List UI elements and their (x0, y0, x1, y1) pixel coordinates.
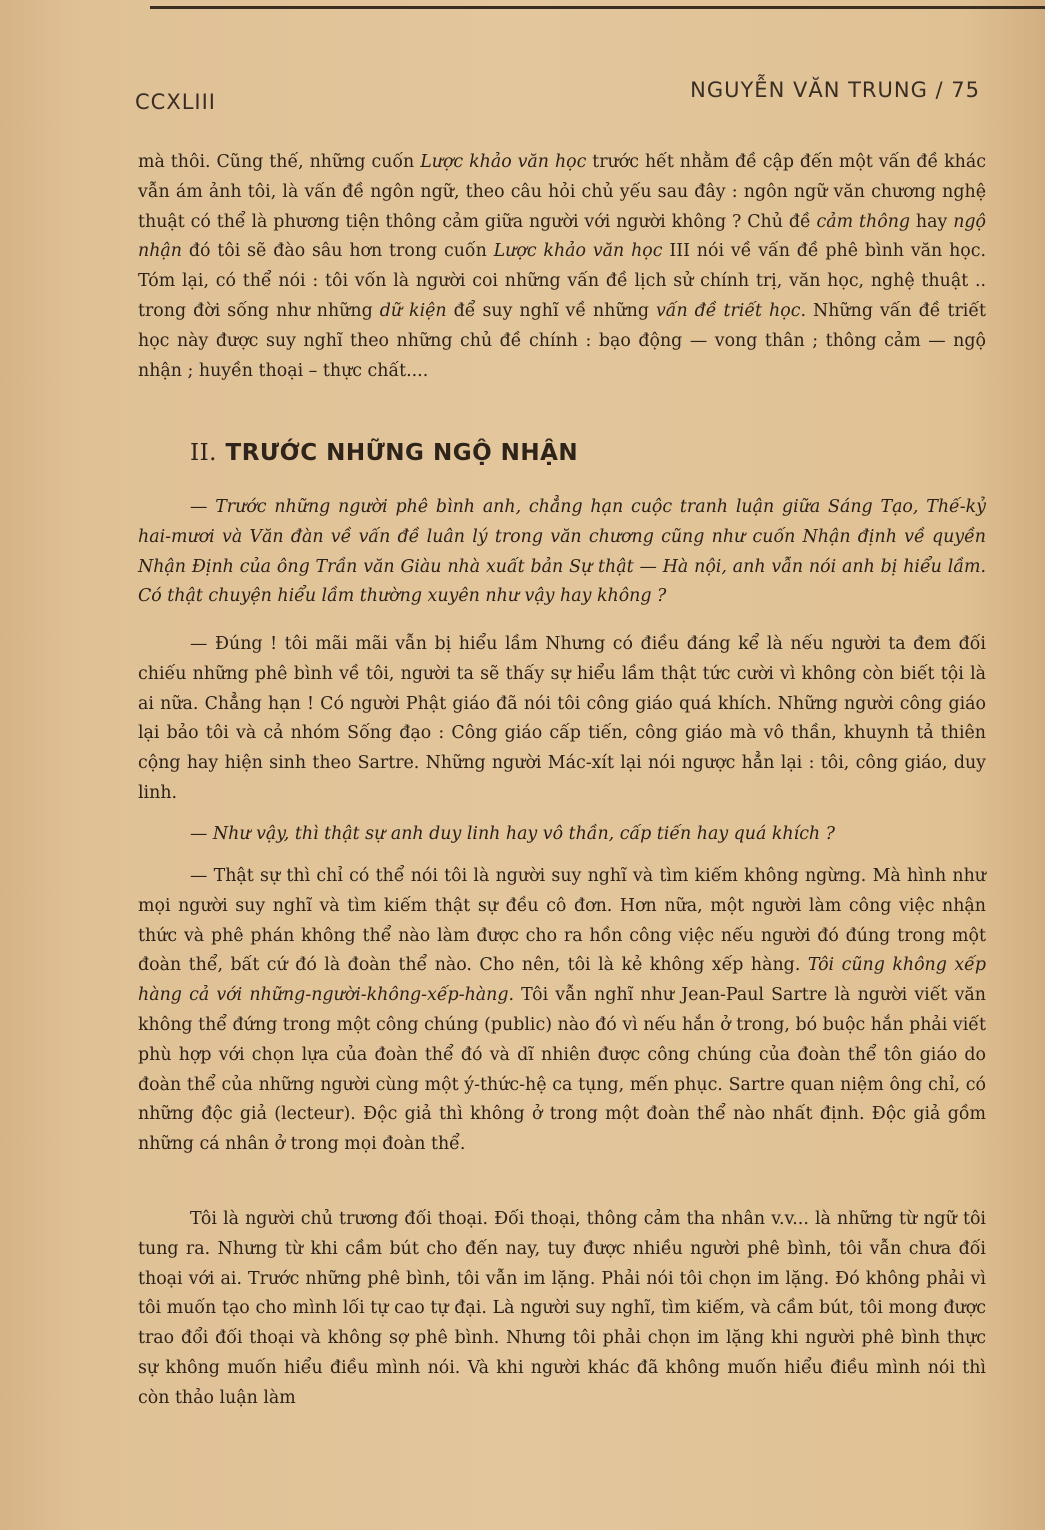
section-title: TRƯỚC NHỮNG NGỘ NHẬN (225, 440, 579, 466)
emphasis-text: Tôi cũng không xếp hàng cả với những-người-không-xếp-hàng. (138, 955, 986, 1006)
question-text: — Như vậy, thì thật sự anh duy linh hay vô thần, cấp tiến hay quá khích ? (190, 824, 835, 844)
emphasis-term: dữ kiện (379, 300, 447, 321)
intro-text: mà thôi. Cũng thế, những cuốn (138, 152, 421, 172)
section-heading (190, 440, 578, 466)
intro-text: để suy nghĩ về những (446, 300, 656, 321)
question-text: — Trước những người phê bình anh, chẳng hạn cuộc tranh luận giữa Sáng Tạo, Thế-kỷ hai-mươi và Văn đàn về vấn đề luân lý trong văn chương cũng như cuốn Nhận định về quyền Nhận Định của ông Trần văn Giàu nhà xuất bản Sự thật — Hà nội, anh vẫn nói anh bị hiểu lầm. Có thật chuyện hiểu lầm thường xuyên như vậy hay không ? (138, 497, 986, 607)
answer-paragraph (138, 1205, 986, 1414)
intro-text: hay (910, 211, 954, 232)
theme-term: cảm thông (816, 211, 911, 232)
running-title: NGUYỄN VĂN TRUNG / 75 (690, 78, 980, 102)
emphasis-term: vấn đề triết học (655, 300, 801, 321)
answer-paragraph (138, 862, 986, 1160)
answer-paragraph (138, 630, 986, 809)
answer-text: Tôi là người chủ trương đối thoại. Đối thoại, thông cảm tha nhân v.v... là những từ ngữ tôi tung ra. Nhưng từ khi cầm bút cho đến nay, tuy được nhiều người phê bình, tôi vẫn chưa đối thoại với ai. Trước những phê bình, tôi vẫn im lặng. Phải nói tôi chọn im lặng. Đó không phải vì tôi muốn tạo cho mình lối tự cao tự đại. Là người suy nghĩ, tìm kiếm, và cầm bút, tôi mong được trao đổi đối thoại và không sợ phê bình. Nhưng tôi phải chọn im lặng khi người phê bình thực sự không muốn hiểu điều mình nói. Và khi người khác đã không muốn hiểu điều mình nói thì còn thảo luận làm (138, 1209, 986, 1408)
book-title: Lược khảo văn học (493, 241, 663, 262)
intro-paragraph (138, 148, 986, 386)
folio: CCXLIII (135, 90, 216, 114)
answer-text: Tôi vẫn nghĩ như Jean-Paul Sartre là người viết văn không thể đứng trong một công chúng (public) nào đó vì nếu hắn ở trong, bó buộc hắn phải viết phù hợp với chọn lựa của đoàn thể đó và dĩ nhiên được công chúng của đoàn thể tôn giáo do đoàn thể của những người cùng một ý-thức-hệ ca tụng, mến phục. Sartre quan niệm ông chỉ, có những độc giả (lecteur). Độc giả thì không ở trong một đoàn thể nào nhất định. Độc giả gồm những cá nhân ở trong mọi đoàn thể. (138, 985, 986, 1155)
question-paragraph (138, 820, 986, 850)
intro-text: . Những vấn đề triết học này được suy nghĩ theo những chủ đề chính : bạo động — vong thân ; thông cảm — ngộ nhận ; huyền thoại – thực chất.... (138, 300, 987, 381)
answer-text: — Thật sự thì chỉ có thể nói tôi là người suy nghĩ và tìm kiếm không ngừng. Mà hình như mọi người suy nghĩ và tìm kiếm thật sự đều cô đơn. Hơn nữa, một người làm công việc nhận thức và phê phán không thể nào làm được cho ra hồn công việc nếu người đó đúng trong một đoàn thể, bất cứ đó là đoàn thể nào. Cho nên, tôi là kẻ không xếp hàng. (138, 866, 986, 976)
intro-text: đó tôi sẽ đào sâu hơn trong cuốn (181, 241, 494, 262)
page-header (135, 78, 980, 114)
top-rule (150, 6, 1045, 9)
theme-term: ngộ nhận (138, 211, 987, 262)
intro-text: III nói về vấn đề phê bình văn học. Tóm lại, có thể nói : tôi vốn là người coi những vấn đề lịch sử chính trị, văn học, nghệ thuật .. trong đời sống như những (138, 241, 987, 321)
intro-text: trước hết nhằm đề cập đến một vấn đề khác vẫn ám ảnh tôi, là vấn đề ngôn ngữ, theo câu hỏi chủ yếu sau đây : ngôn ngữ văn chương nghệ thuật có thể là phương tiện thông cảm giữa người với người không ? Chủ đề (138, 152, 986, 232)
book-title: Lược khảo văn học (420, 152, 587, 172)
answer-text: — Đúng ! tôi mãi mãi vẫn bị hiểu lầm Nhưng có điều đáng kể là nếu người ta đem đối chiếu những phê bình về tôi, người ta sẽ thấy sự hiểu lầm thật tức cười vì không còn biết tội là ai nữa. Chẳng hạn ! Có người Phật giáo đã nói tôi công giáo quá khích. Những người công giáo lại bảo tôi và cả nhóm Sống đạo : Công giáo cấp tiến, công giáo mà vô thần, khuynh tả thiên cộng hay hiện sinh theo Sartre. Những người Mác-xít lại nói ngược hẳn lại : tôi, công giáo, duy linh. (138, 634, 986, 803)
section-number: II. (190, 440, 217, 466)
question-paragraph (138, 493, 986, 612)
